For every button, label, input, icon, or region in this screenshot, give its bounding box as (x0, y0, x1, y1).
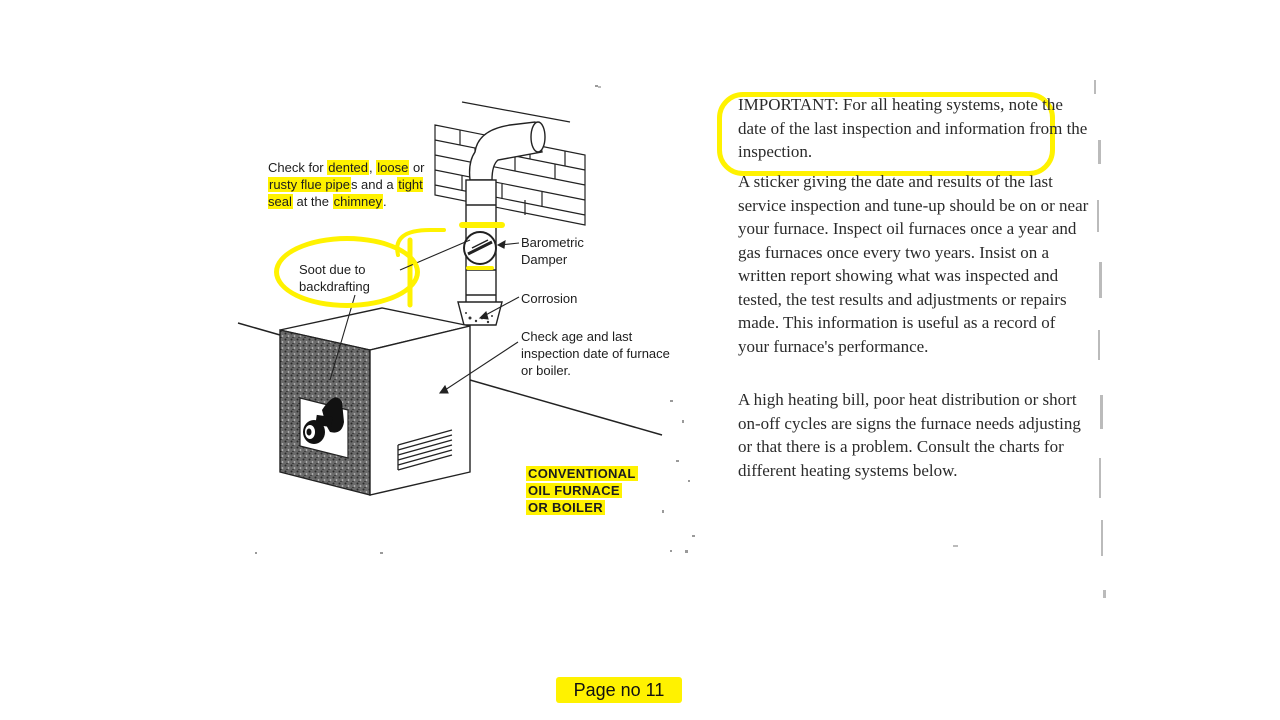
page-edge-mark (1099, 262, 1102, 298)
page-edge-mark (1097, 200, 1099, 232)
caption-line-1: CONVENTIONAL (528, 466, 636, 481)
sticker-paragraph: A sticker giving the date and results of the last service inspection and tune-up should be on or near your furnace. Inspect oil furnaces once a year and gas furnaces once every two years. Insist on a written report showing what was inspected and tested, the test results and adjustments or repairs made. This information is useful as a record of your furnace's performance. (738, 172, 1089, 356)
figure-caption (526, 465, 638, 516)
page-number-label: Page no 11 (556, 677, 682, 703)
highlighted-phrase: tight seal (268, 177, 423, 209)
note-text: , (369, 160, 377, 175)
heating-bill-paragraph: A high heating bill, poor heat distribution or short on-off cycles are signs the furnace needs adjusting or that there is a problem. Consult the charts for different heating systems below. (738, 390, 1081, 480)
page-edge-mark (1101, 520, 1103, 556)
page-edge-mark (1103, 590, 1106, 598)
soot-backdrafting-note: Soot due to backdrafting (299, 262, 370, 294)
caption-line-3: OR BOILER (528, 500, 603, 515)
page-edge-mark (953, 545, 958, 547)
important-note: IMPORTANT: For all heating systems, note the date of the last inspection and information from the inspection. (738, 95, 1088, 161)
page-edge-mark (1100, 395, 1103, 429)
highlighted-phrase: loose (377, 160, 409, 175)
note-text: . (383, 194, 387, 209)
page-edge-mark (1094, 80, 1096, 94)
page-edge-mark (1099, 458, 1101, 498)
highlighted-phrase: dented (328, 160, 369, 175)
caption-line-2: OIL FURNACE (528, 483, 620, 498)
highlighted-phrase: chimney (333, 194, 383, 209)
page-edge-mark (598, 86, 601, 88)
age-inspection-note: Check age and last inspection date of furnace or boiler. (521, 329, 670, 378)
barometric-damper (464, 232, 496, 264)
page-edge-mark (1098, 140, 1101, 164)
note-text: at the (292, 194, 333, 209)
corrosion-label: Corrosion (521, 291, 578, 306)
barometric-damper-label: Barometric Damper (521, 235, 584, 267)
note-text: or (409, 160, 425, 175)
note-text: s and a (350, 177, 398, 192)
highlighted-phrase: rusty flue pipe (269, 177, 350, 192)
note-text: Check for (268, 160, 328, 175)
brick-wall (435, 102, 585, 225)
page-edge-mark (1098, 330, 1100, 360)
flue-pipe-check-note (268, 159, 446, 210)
